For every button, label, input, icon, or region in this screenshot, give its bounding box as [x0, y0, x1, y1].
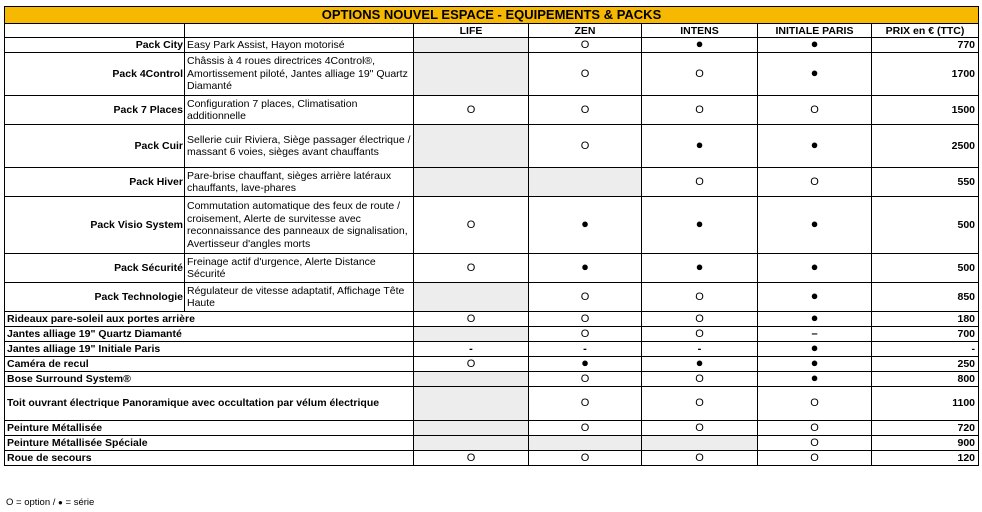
pack-description: Pare-brise chauffant, sièges arrière latéraux chauffants, lave-phares — [185, 168, 414, 197]
cell-life — [414, 96, 529, 125]
pack-row — [5, 283, 979, 312]
cell-life — [414, 38, 529, 53]
cell-life — [414, 387, 529, 421]
cell-intens — [642, 168, 758, 197]
cell-intens — [642, 125, 758, 168]
pack-price: 850 — [872, 283, 979, 312]
serie-symbol: ● — [695, 259, 704, 275]
option-name: Jantes alliage 19" Quartz Diamanté — [5, 327, 414, 342]
cell-intens — [642, 312, 758, 327]
cell-zen — [529, 387, 642, 421]
pack-description: Commutation automatique des feux de route / croisement, Alerte de survitesse avec reconnaissance des panneaux de signalisation, Avertisseur d'angles morts — [185, 197, 414, 254]
cell-life — [414, 451, 529, 466]
pack-price: 550 — [872, 168, 979, 197]
cell-intens — [642, 357, 758, 372]
option-symbol: O — [695, 290, 704, 303]
option-price: 180 — [872, 312, 979, 327]
option-symbol: O — [466, 261, 476, 274]
cell-intens — [642, 197, 758, 254]
header-empty-cell — [185, 24, 414, 38]
serie-symbol: ● — [695, 356, 704, 371]
pack-row — [5, 197, 979, 254]
title-row — [5, 7, 979, 24]
serie-symbol: ● — [810, 216, 819, 232]
cell-life — [414, 168, 529, 197]
pack-price: 500 — [872, 254, 979, 283]
cell-intens — [642, 342, 758, 357]
option-symbol: O — [695, 451, 704, 464]
option-price: 800 — [872, 372, 979, 387]
header-empty-cell — [5, 24, 185, 38]
cell-intens — [642, 436, 758, 451]
option-row — [5, 357, 979, 372]
cell-zen — [529, 96, 642, 125]
serie-symbol: ● — [810, 311, 819, 326]
cell-initiale-paris — [758, 312, 872, 327]
option-symbol: O — [695, 327, 704, 340]
not-available-symbol: - — [583, 342, 587, 355]
options-table — [4, 6, 979, 466]
option-symbol: O — [810, 421, 819, 434]
pack-description: Sellerie cuir Riviera, Siège passager électrique / massant 6 voies, sièges avant chauffants — [185, 125, 414, 168]
option-symbol: O — [695, 421, 704, 434]
cell-initiale-paris — [758, 421, 872, 436]
serie-symbol: ● — [810, 288, 819, 304]
option-symbol: O — [580, 312, 590, 325]
header-intens: INTENS — [642, 24, 758, 38]
cell-zen — [529, 327, 642, 342]
header-row — [5, 24, 979, 38]
cell-life — [414, 421, 529, 436]
cell-zen — [529, 53, 642, 96]
serie-symbol: ● — [810, 37, 819, 52]
cell-life — [414, 283, 529, 312]
option-symbol: O — [810, 451, 819, 464]
cell-life — [414, 342, 529, 357]
cell-life — [414, 197, 529, 254]
cell-intens — [642, 451, 758, 466]
cell-zen — [529, 197, 642, 254]
option-symbol: O — [580, 372, 590, 385]
pack-description: Châssis à 4 roues directrices 4Control®, Amortissement piloté, Jantes alliage 19" Quartz Diamanté — [185, 53, 414, 96]
option-row — [5, 372, 979, 387]
pack-description: Régulateur de vitesse adaptatif, Affichage Tête Haute — [185, 283, 414, 312]
option-symbol: O — [466, 451, 476, 464]
cell-initiale-paris — [758, 96, 872, 125]
serie-symbol: ● — [581, 356, 589, 371]
option-row — [5, 436, 979, 451]
cell-life — [414, 327, 529, 342]
cell-initiale-paris — [758, 357, 872, 372]
option-symbol: O — [580, 38, 590, 51]
option-row — [5, 312, 979, 327]
legend-serie-symbol: ● — [58, 498, 63, 507]
option-price: 120 — [872, 451, 979, 466]
option-row — [5, 387, 979, 421]
pack-price: 500 — [872, 197, 979, 254]
options-table-container — [4, 6, 978, 466]
cell-zen — [529, 372, 642, 387]
cell-intens — [642, 254, 758, 283]
option-symbol: O — [466, 312, 476, 325]
option-symbol: O — [695, 103, 704, 116]
pack-name: Pack Cuir — [5, 125, 185, 168]
cell-zen — [529, 436, 642, 451]
pack-name: Pack Sécurité — [5, 254, 185, 283]
option-symbol: O — [695, 67, 704, 80]
option-symbol: O — [695, 397, 704, 410]
cell-zen — [529, 283, 642, 312]
legend-option-text: = option / — [13, 497, 59, 508]
cell-intens — [642, 372, 758, 387]
option-row — [5, 342, 979, 357]
pack-description: Easy Park Assist, Hayon motorisé — [185, 38, 414, 53]
cell-initiale-paris — [758, 53, 872, 96]
not-available-symbol: - — [469, 342, 473, 355]
option-symbol: O — [580, 397, 590, 410]
option-price: 1100 — [872, 387, 979, 421]
cell-zen — [529, 125, 642, 168]
header-life: LIFE — [414, 24, 529, 38]
pack-row — [5, 168, 979, 197]
header-price: PRIX en € (TTC) — [872, 24, 979, 38]
option-name: Caméra de recul — [5, 357, 414, 372]
serie-symbol: ● — [695, 37, 704, 52]
cell-zen — [529, 254, 642, 283]
serie-symbol: ● — [810, 341, 819, 356]
legend-serie-text: = série — [62, 497, 95, 508]
pack-row — [5, 96, 979, 125]
serie-symbol: ● — [810, 137, 819, 153]
cell-initiale-paris — [758, 372, 872, 387]
cell-intens — [642, 421, 758, 436]
option-symbol: O — [580, 451, 590, 464]
cell-zen — [529, 342, 642, 357]
pack-row — [5, 254, 979, 283]
option-row — [5, 327, 979, 342]
cell-initiale-paris — [758, 197, 872, 254]
option-price: 250 — [872, 357, 979, 372]
option-name: Jantes alliage 19" Initiale Paris — [5, 342, 414, 357]
pack-name: Pack Hiver — [5, 168, 185, 197]
pack-row — [5, 53, 979, 96]
option-price: 900 — [872, 436, 979, 451]
option-symbol: O — [580, 67, 590, 80]
option-symbol: O — [695, 312, 704, 325]
cell-initiale-paris — [758, 283, 872, 312]
pack-price: 770 — [872, 38, 979, 53]
option-symbol: O — [810, 436, 819, 449]
cell-zen — [529, 38, 642, 53]
cell-life — [414, 357, 529, 372]
cell-zen — [529, 168, 642, 197]
cell-initiale-paris — [758, 387, 872, 421]
pack-description: Configuration 7 places, Climatisation additionnelle — [185, 96, 414, 125]
cell-zen — [529, 312, 642, 327]
cell-life — [414, 436, 529, 451]
cell-zen — [529, 357, 642, 372]
cell-intens — [642, 38, 758, 53]
option-symbol: O — [810, 103, 819, 116]
serie-symbol: ● — [695, 216, 704, 232]
cell-initiale-paris — [758, 436, 872, 451]
pack-price: 1700 — [872, 53, 979, 96]
option-name: Peinture Métallisée Spéciale — [5, 436, 414, 451]
option-symbol: O — [580, 139, 590, 152]
not-available-symbol: – — [811, 327, 818, 340]
header-initiale-paris: INITIALE PARIS — [758, 24, 872, 38]
cell-intens — [642, 387, 758, 421]
serie-symbol: ● — [695, 137, 704, 153]
option-symbol: O — [580, 290, 590, 303]
pack-row — [5, 125, 979, 168]
pack-name: Pack 7 Places — [5, 96, 185, 125]
pack-name: Pack Technologie — [5, 283, 185, 312]
option-symbol: O — [466, 103, 476, 116]
serie-symbol: ● — [810, 371, 819, 386]
cell-intens — [642, 53, 758, 96]
cell-life — [414, 254, 529, 283]
legend-option-symbol: O — [6, 497, 14, 508]
cell-intens — [642, 327, 758, 342]
cell-initiale-paris — [758, 327, 872, 342]
pack-description: Freinage actif d'urgence, Alerte Distance Sécurité — [185, 254, 414, 283]
cell-initiale-paris — [758, 451, 872, 466]
pack-row — [5, 38, 979, 53]
cell-life — [414, 125, 529, 168]
option-symbol: O — [466, 357, 476, 370]
pack-name: Pack 4Control — [5, 53, 185, 96]
option-row — [5, 421, 979, 436]
option-price: - — [872, 342, 979, 357]
table-title: OPTIONS NOUVEL ESPACE - EQUIPEMENTS & PACKS — [5, 7, 979, 24]
option-symbol: O — [695, 175, 704, 188]
option-name: Bose Surround System® — [5, 372, 414, 387]
cell-life — [414, 312, 529, 327]
option-symbol: O — [466, 218, 476, 231]
option-symbol: O — [580, 421, 590, 434]
cell-life — [414, 372, 529, 387]
cell-zen — [529, 421, 642, 436]
option-symbol: O — [580, 103, 590, 116]
option-price: 700 — [872, 327, 979, 342]
pack-price: 2500 — [872, 125, 979, 168]
serie-symbol: ● — [810, 65, 819, 81]
option-name: Rideaux pare-soleil aux portes arrière — [5, 312, 414, 327]
serie-symbol: ● — [810, 356, 819, 371]
option-symbol: O — [580, 327, 590, 340]
cell-intens — [642, 96, 758, 125]
cell-initiale-paris — [758, 342, 872, 357]
serie-symbol: ● — [581, 259, 589, 275]
option-row — [5, 451, 979, 466]
option-symbol: O — [810, 397, 819, 410]
cell-life — [414, 53, 529, 96]
option-name: Roue de secours — [5, 451, 414, 466]
cell-intens — [642, 283, 758, 312]
serie-symbol: ● — [810, 259, 819, 275]
cell-zen — [529, 451, 642, 466]
option-price: 720 — [872, 421, 979, 436]
not-available-symbol: - — [697, 342, 702, 355]
cell-initiale-paris — [758, 254, 872, 283]
legend — [6, 497, 94, 508]
option-symbol: O — [695, 372, 704, 385]
pack-price: 1500 — [872, 96, 979, 125]
cell-initiale-paris — [758, 38, 872, 53]
header-zen: ZEN — [529, 24, 642, 38]
serie-symbol: ● — [581, 216, 589, 232]
option-name: Peinture Métallisée — [5, 421, 414, 436]
pack-name: Pack City — [5, 38, 185, 53]
cell-initiale-paris — [758, 125, 872, 168]
pack-name: Pack Visio System — [5, 197, 185, 254]
cell-initiale-paris — [758, 168, 872, 197]
option-symbol: O — [810, 175, 819, 188]
option-name: Toit ouvrant électrique Panoramique avec occultation par vélum électrique — [5, 387, 414, 421]
